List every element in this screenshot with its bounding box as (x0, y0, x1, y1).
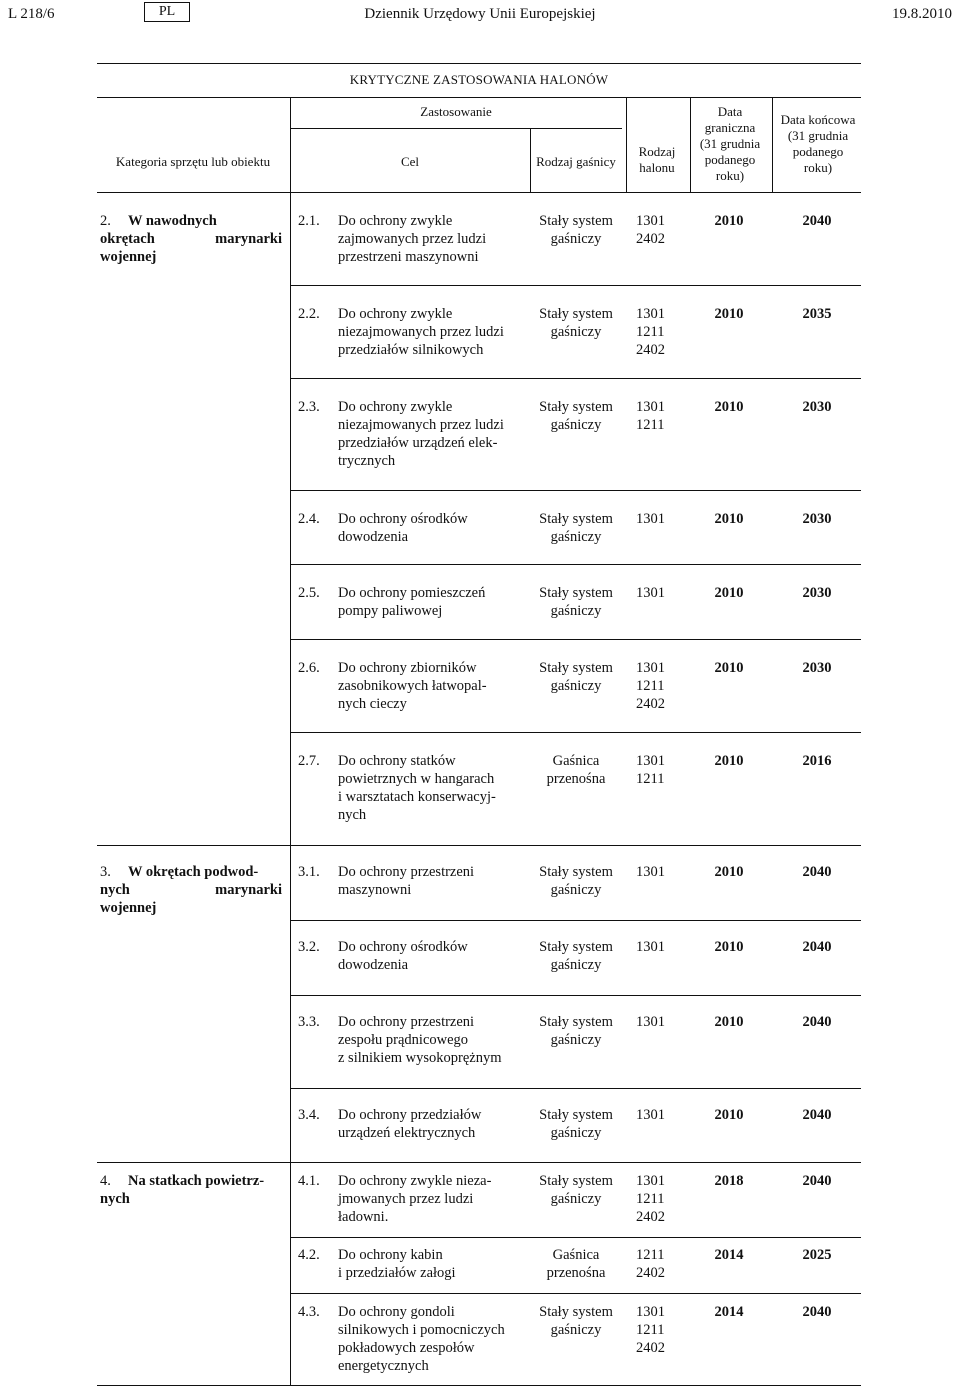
row-number-line: 2.5. (298, 585, 320, 601)
row-purpose (338, 398, 520, 470)
row-extinguisher-type-line: gaśniczy (550, 324, 602, 340)
row-rule (290, 995, 861, 996)
category-3: 3. W okrętach podwod- nych marynarki wojennej (100, 864, 282, 916)
row-purpose (338, 659, 520, 713)
row-halon-type-line: 1211 (636, 771, 665, 787)
row-number (298, 863, 334, 881)
row-rule (290, 285, 861, 286)
row-end-date-line: 2040 (802, 939, 832, 955)
row-halon-type-line: 1301 (636, 1304, 665, 1320)
row-halon-type-line: 1211 (636, 678, 665, 694)
row-end-date (776, 752, 858, 770)
row-purpose-line: zasobnikowych łatwopal- (338, 678, 487, 694)
row-end-date-line: 2040 (802, 864, 832, 880)
row-cutoff-date (698, 863, 760, 881)
row-number-line: 4.2. (298, 1247, 320, 1263)
header-purpose: Cel (400, 154, 420, 169)
row-halon-type (636, 398, 686, 434)
row-halon-type (636, 1303, 686, 1357)
row-cutoff-date (698, 1172, 760, 1190)
row-halon-type-line: 2402 (636, 1209, 665, 1225)
page-reference: L 218/6 (8, 6, 55, 22)
row-halon-type-line: 1301 (636, 511, 665, 527)
row-end-date (776, 659, 858, 677)
row-end-date-line: 2040 (802, 1107, 832, 1123)
row-purpose-line: trycznych (338, 453, 396, 469)
row-cutoff-date-line: 2010 (714, 753, 744, 769)
publication-date: 19.8.2010 (892, 6, 952, 22)
row-halon-type (636, 752, 686, 788)
row-halon-type (636, 1106, 686, 1124)
row-end-date-line: 2040 (802, 1014, 832, 1030)
row-purpose (338, 584, 520, 620)
row-extinguisher-type-line: gaśniczy (550, 1322, 602, 1338)
row-end-date-line: 2040 (802, 213, 832, 229)
row-purpose-line: Do ochrony zwykle (338, 306, 453, 322)
row-purpose-line: Do ochrony statków (338, 753, 456, 769)
row-rule (290, 1237, 861, 1238)
row-end-date-line: 2035 (802, 306, 832, 322)
row-end-date (776, 938, 858, 956)
row-cutoff-date (698, 1303, 760, 1321)
row-halon-type-line: 1301 (636, 585, 665, 601)
row-extinguisher-type (530, 398, 622, 434)
row-purpose (338, 938, 520, 974)
row-halon-type-line: 1301 (636, 306, 665, 322)
row-number (298, 510, 334, 528)
row-purpose-line: przestrzeni maszynowni (338, 249, 479, 265)
row-halon-type-line: 1301 (636, 213, 665, 229)
row-extinguisher-type-line: Stały system (539, 306, 613, 322)
row-extinguisher-type-line: gaśniczy (550, 529, 602, 545)
row-purpose (338, 510, 520, 546)
header-rule (97, 192, 861, 193)
table-top-rule (97, 63, 861, 64)
row-purpose-line: niezajmowanych przez ludzi (338, 324, 504, 340)
column-rule (772, 97, 773, 193)
row-halon-type (636, 305, 686, 359)
row-rule (97, 845, 861, 846)
journal-title: Dziennik Urzędowy Unii Europejskiej (364, 6, 596, 22)
row-purpose-line: niezajmowanych przez ludzi (338, 417, 504, 433)
row-purpose-line: silnikowych i pomocniczych (338, 1322, 505, 1338)
row-extinguisher-type-line: przenośna (546, 1265, 606, 1281)
row-halon-type-line: 2402 (636, 231, 665, 247)
header-category: Kategoria sprzętu lub obiektu (115, 154, 271, 169)
row-rule (290, 490, 861, 491)
row-purpose-line: Do ochrony zbiorników (338, 660, 477, 676)
row-halon-type (636, 863, 686, 881)
row-cutoff-date (698, 398, 760, 416)
row-purpose-line: dowodzenia (338, 529, 409, 545)
row-cutoff-date-line: 2018 (714, 1173, 744, 1189)
row-number-line: 4.3. (298, 1304, 320, 1320)
row-extinguisher-type-line: gaśniczy (550, 678, 602, 694)
row-purpose-line: z silnikiem wysokoprężnym (338, 1050, 502, 1066)
row-purpose (338, 863, 520, 899)
row-cutoff-date-line: 2010 (714, 306, 744, 322)
row-halon-type-line: 1301 (636, 1014, 665, 1030)
row-cutoff-date-line: 2010 (714, 511, 744, 527)
row-cutoff-date (698, 212, 760, 230)
row-halon-type (636, 1013, 686, 1031)
row-number (298, 1013, 334, 1031)
row-extinguisher-type-line: gaśniczy (550, 957, 602, 973)
row-extinguisher-type (530, 510, 622, 546)
row-purpose-line: przedziałów urządzeń elek- (338, 435, 498, 451)
row-purpose-line: pompy paliwowej (338, 603, 443, 619)
column-rule (626, 97, 627, 193)
row-halon-type-line: 2402 (636, 1265, 665, 1281)
row-purpose (338, 305, 520, 359)
row-purpose-line: i warsztatach konserwacyj- (338, 789, 496, 805)
row-number (298, 398, 334, 416)
row-cutoff-date (698, 938, 760, 956)
row-cutoff-date-line: 2014 (714, 1304, 744, 1320)
row-purpose-line: nych cieczy (338, 696, 407, 712)
row-end-date (776, 305, 858, 323)
row-purpose-line: energetycznych (338, 1358, 429, 1374)
row-purpose-line: dowodzenia (338, 957, 409, 973)
category-2: 2. W nawodnych okrętach marynarki wojennej (100, 213, 282, 265)
row-number-line: 2.1. (298, 213, 320, 229)
row-extinguisher-type (530, 1106, 622, 1142)
row-extinguisher-type-line: Gaśnica (552, 753, 600, 769)
row-purpose-line: maszynowni (338, 882, 412, 898)
row-extinguisher-type (530, 863, 622, 899)
table-title: KRYTYCZNE ZASTOSOWANIA HALONÓW (349, 72, 609, 87)
row-extinguisher-type-line: gaśniczy (550, 417, 602, 433)
row-purpose-line: Do ochrony przedziałów (338, 1107, 482, 1123)
header-halon: Rodzaj halonu (638, 144, 676, 175)
category-4: 4. Na statkach powietrz- nych (100, 1173, 265, 1207)
row-extinguisher-type-line: gaśniczy (550, 1125, 602, 1141)
row-cutoff-date (698, 659, 760, 677)
row-extinguisher-type-line: gaśniczy (550, 1032, 602, 1048)
row-extinguisher-type-line: Stały system (539, 1173, 613, 1189)
row-number (298, 1106, 334, 1124)
row-purpose-line: Do ochrony pomieszczeń (338, 585, 486, 601)
page-header (8, 6, 952, 26)
row-halon-type-line: 1301 (636, 939, 665, 955)
row-extinguisher-type (530, 752, 622, 788)
row-extinguisher-type-line: Stały system (539, 660, 613, 676)
row-halon-type-line: 1211 (636, 417, 665, 433)
row-cutoff-date-line: 2010 (714, 660, 744, 676)
row-purpose-line: Do ochrony przestrzeni (338, 864, 475, 880)
row-purpose-line: Do ochrony ośrodków (338, 939, 468, 955)
row-number-line: 3.4. (298, 1107, 320, 1123)
row-number (298, 1303, 334, 1321)
row-purpose-line: Do ochrony kabin (338, 1247, 443, 1263)
row-cutoff-date (698, 1106, 760, 1124)
row-purpose (338, 1246, 520, 1282)
row-cutoff-date-line: 2010 (714, 213, 744, 229)
row-purpose (338, 1106, 520, 1142)
language-box: PL (144, 2, 190, 22)
row-halon-type-line: 1211 (636, 324, 665, 340)
header-zastosowanie: Zastosowanie (420, 104, 492, 119)
row-rule (290, 1293, 861, 1294)
row-halon-type-line: 2402 (636, 696, 665, 712)
column-rule (530, 128, 531, 193)
row-number-line: 3.2. (298, 939, 320, 955)
row-extinguisher-type (530, 938, 622, 974)
group-header-rule (290, 128, 622, 129)
row-extinguisher-type-line: przenośna (546, 771, 606, 787)
row-extinguisher-type (530, 305, 622, 341)
row-extinguisher-type-line: Gaśnica (552, 1247, 600, 1263)
row-halon-type (636, 510, 686, 528)
row-number (298, 1246, 334, 1264)
row-rule (290, 564, 861, 565)
row-extinguisher-type-line: Stały system (539, 939, 613, 955)
row-halon-type (636, 212, 686, 248)
row-number (298, 212, 334, 230)
row-halon-type-line: 1301 (636, 1173, 665, 1189)
row-halon-type-line: 1301 (636, 753, 665, 769)
row-halon-type (636, 584, 686, 602)
row-halon-type-line: 1211 (636, 1322, 665, 1338)
row-purpose-line: nych (338, 807, 367, 823)
row-number-line: 2.2. (298, 306, 320, 322)
row-purpose (338, 1013, 520, 1067)
row-extinguisher-type-line: Stały system (539, 511, 613, 527)
row-cutoff-date-line: 2010 (714, 1107, 744, 1123)
row-cutoff-date (698, 752, 760, 770)
row-cutoff-date (698, 510, 760, 528)
row-number-line: 2.6. (298, 660, 320, 676)
row-extinguisher-type-line: Stały system (539, 1107, 613, 1123)
row-purpose-line: i przedziałów załogi (338, 1265, 456, 1281)
row-extinguisher-type (530, 659, 622, 695)
row-end-date-line: 2016 (802, 753, 832, 769)
row-rule (290, 1088, 861, 1089)
row-end-date-line: 2030 (802, 660, 832, 676)
row-purpose (338, 752, 520, 824)
header-extinguisher: Rodzaj gaśnicy (536, 154, 616, 169)
row-end-date (776, 863, 858, 881)
row-number-line: 2.4. (298, 511, 320, 527)
row-purpose-line: jmowanych przez ludzi (338, 1191, 474, 1207)
row-number-line: 3.3. (298, 1014, 320, 1030)
row-extinguisher-type (530, 584, 622, 620)
row-extinguisher-type-line: Stały system (539, 1014, 613, 1030)
row-end-date-line: 2025 (802, 1247, 832, 1263)
row-extinguisher-type-line: Stały system (539, 213, 613, 229)
row-halon-type-line: 2402 (636, 1340, 665, 1356)
row-halon-type (636, 1172, 686, 1226)
row-number (298, 584, 334, 602)
row-cutoff-date (698, 305, 760, 323)
row-halon-type-line: 1301 (636, 864, 665, 880)
row-halon-type-line: 2402 (636, 342, 665, 358)
header-end-date: Data końcowa (31 grudnia podanego roku) (780, 112, 856, 175)
row-rule (290, 920, 861, 921)
row-halon-type-line: 1211 (636, 1247, 665, 1263)
row-purpose-line: Do ochrony zwykle (338, 213, 453, 229)
title-rule (97, 97, 861, 98)
row-number-line: 2.7. (298, 753, 320, 769)
row-end-date-line: 2030 (802, 399, 832, 415)
row-extinguisher-type-line: Stały system (539, 399, 613, 415)
row-purpose-line: pokładowych zespołów (338, 1340, 475, 1356)
row-extinguisher-type-line: Stały system (539, 585, 613, 601)
row-number-line: 4.1. (298, 1173, 320, 1189)
row-purpose-line: powietrznych w hangarach (338, 771, 495, 787)
row-cutoff-date-line: 2010 (714, 939, 744, 955)
row-purpose-line: przedziałów silnikowych (338, 342, 484, 358)
row-extinguisher-type-line: gaśniczy (550, 882, 602, 898)
row-purpose-line: Do ochrony zwykle (338, 399, 453, 415)
row-end-date (776, 1013, 858, 1031)
row-end-date (776, 1172, 858, 1190)
column-rule (290, 97, 291, 1386)
row-end-date (776, 584, 858, 602)
row-purpose-line: ładowni. (338, 1209, 389, 1225)
row-extinguisher-type (530, 1246, 622, 1282)
row-number (298, 1172, 334, 1190)
row-end-date-line: 2030 (802, 511, 832, 527)
row-purpose-line: Do ochrony przestrzeni (338, 1014, 475, 1030)
row-number (298, 752, 334, 770)
row-rule (97, 1162, 861, 1163)
row-cutoff-date (698, 584, 760, 602)
row-purpose-line: zespołu prądnicowego (338, 1032, 469, 1048)
column-rule (690, 97, 691, 193)
row-end-date (776, 1106, 858, 1124)
row-halon-type-line: 1301 (636, 660, 665, 676)
row-purpose-line: Do ochrony gondoli (338, 1304, 455, 1320)
row-extinguisher-type-line: Stały system (539, 1304, 613, 1320)
row-end-date-line: 2030 (802, 585, 832, 601)
row-purpose-line: urządzeń elektrycznych (338, 1125, 476, 1141)
row-extinguisher-type (530, 1303, 622, 1339)
row-rule (290, 732, 861, 733)
row-halon-type-line: 1301 (636, 399, 665, 415)
row-cutoff-date-line: 2010 (714, 1014, 744, 1030)
row-end-date-line: 2040 (802, 1304, 832, 1320)
row-cutoff-date (698, 1013, 760, 1031)
row-end-date (776, 212, 858, 230)
row-number-line: 3.1. (298, 864, 320, 880)
row-halon-type (636, 1246, 686, 1282)
row-purpose (338, 212, 520, 266)
row-end-date-line: 2040 (802, 1173, 832, 1189)
row-extinguisher-type (530, 1013, 622, 1049)
row-end-date (776, 1246, 858, 1264)
row-halon-type (636, 659, 686, 713)
row-halon-type-line: 1301 (636, 1107, 665, 1123)
row-cutoff-date-line: 2010 (714, 864, 744, 880)
row-end-date (776, 510, 858, 528)
row-extinguisher-type-line: gaśniczy (550, 1191, 602, 1207)
row-extinguisher-type (530, 1172, 622, 1208)
row-extinguisher-type-line: gaśniczy (550, 603, 602, 619)
header-cutoff-date: Data graniczna (31 grudnia podanego roku) (699, 104, 761, 183)
row-end-date (776, 1303, 858, 1321)
row-extinguisher-type-line: gaśniczy (550, 231, 602, 247)
row-number (298, 305, 334, 323)
row-halon-type-line: 1211 (636, 1191, 665, 1207)
row-cutoff-date-line: 2010 (714, 399, 744, 415)
row-purpose-line: Do ochrony zwykle nieza- (338, 1173, 492, 1189)
row-cutoff-date-line: 2014 (714, 1247, 744, 1263)
row-purpose-line: Do ochrony ośrodków (338, 511, 468, 527)
row-halon-type (636, 938, 686, 956)
row-cutoff-date (698, 1246, 760, 1264)
row-cutoff-date-line: 2010 (714, 585, 744, 601)
row-purpose-line: zajmowanych przez ludzi (338, 231, 487, 247)
row-number (298, 938, 334, 956)
row-end-date (776, 398, 858, 416)
row-purpose (338, 1172, 520, 1226)
row-number-line: 2.3. (298, 399, 320, 415)
row-rule (290, 378, 861, 379)
row-purpose (338, 1303, 520, 1375)
row-extinguisher-type (530, 212, 622, 248)
row-extinguisher-type-line: Stały system (539, 864, 613, 880)
row-rule (290, 639, 861, 640)
row-number (298, 659, 334, 677)
